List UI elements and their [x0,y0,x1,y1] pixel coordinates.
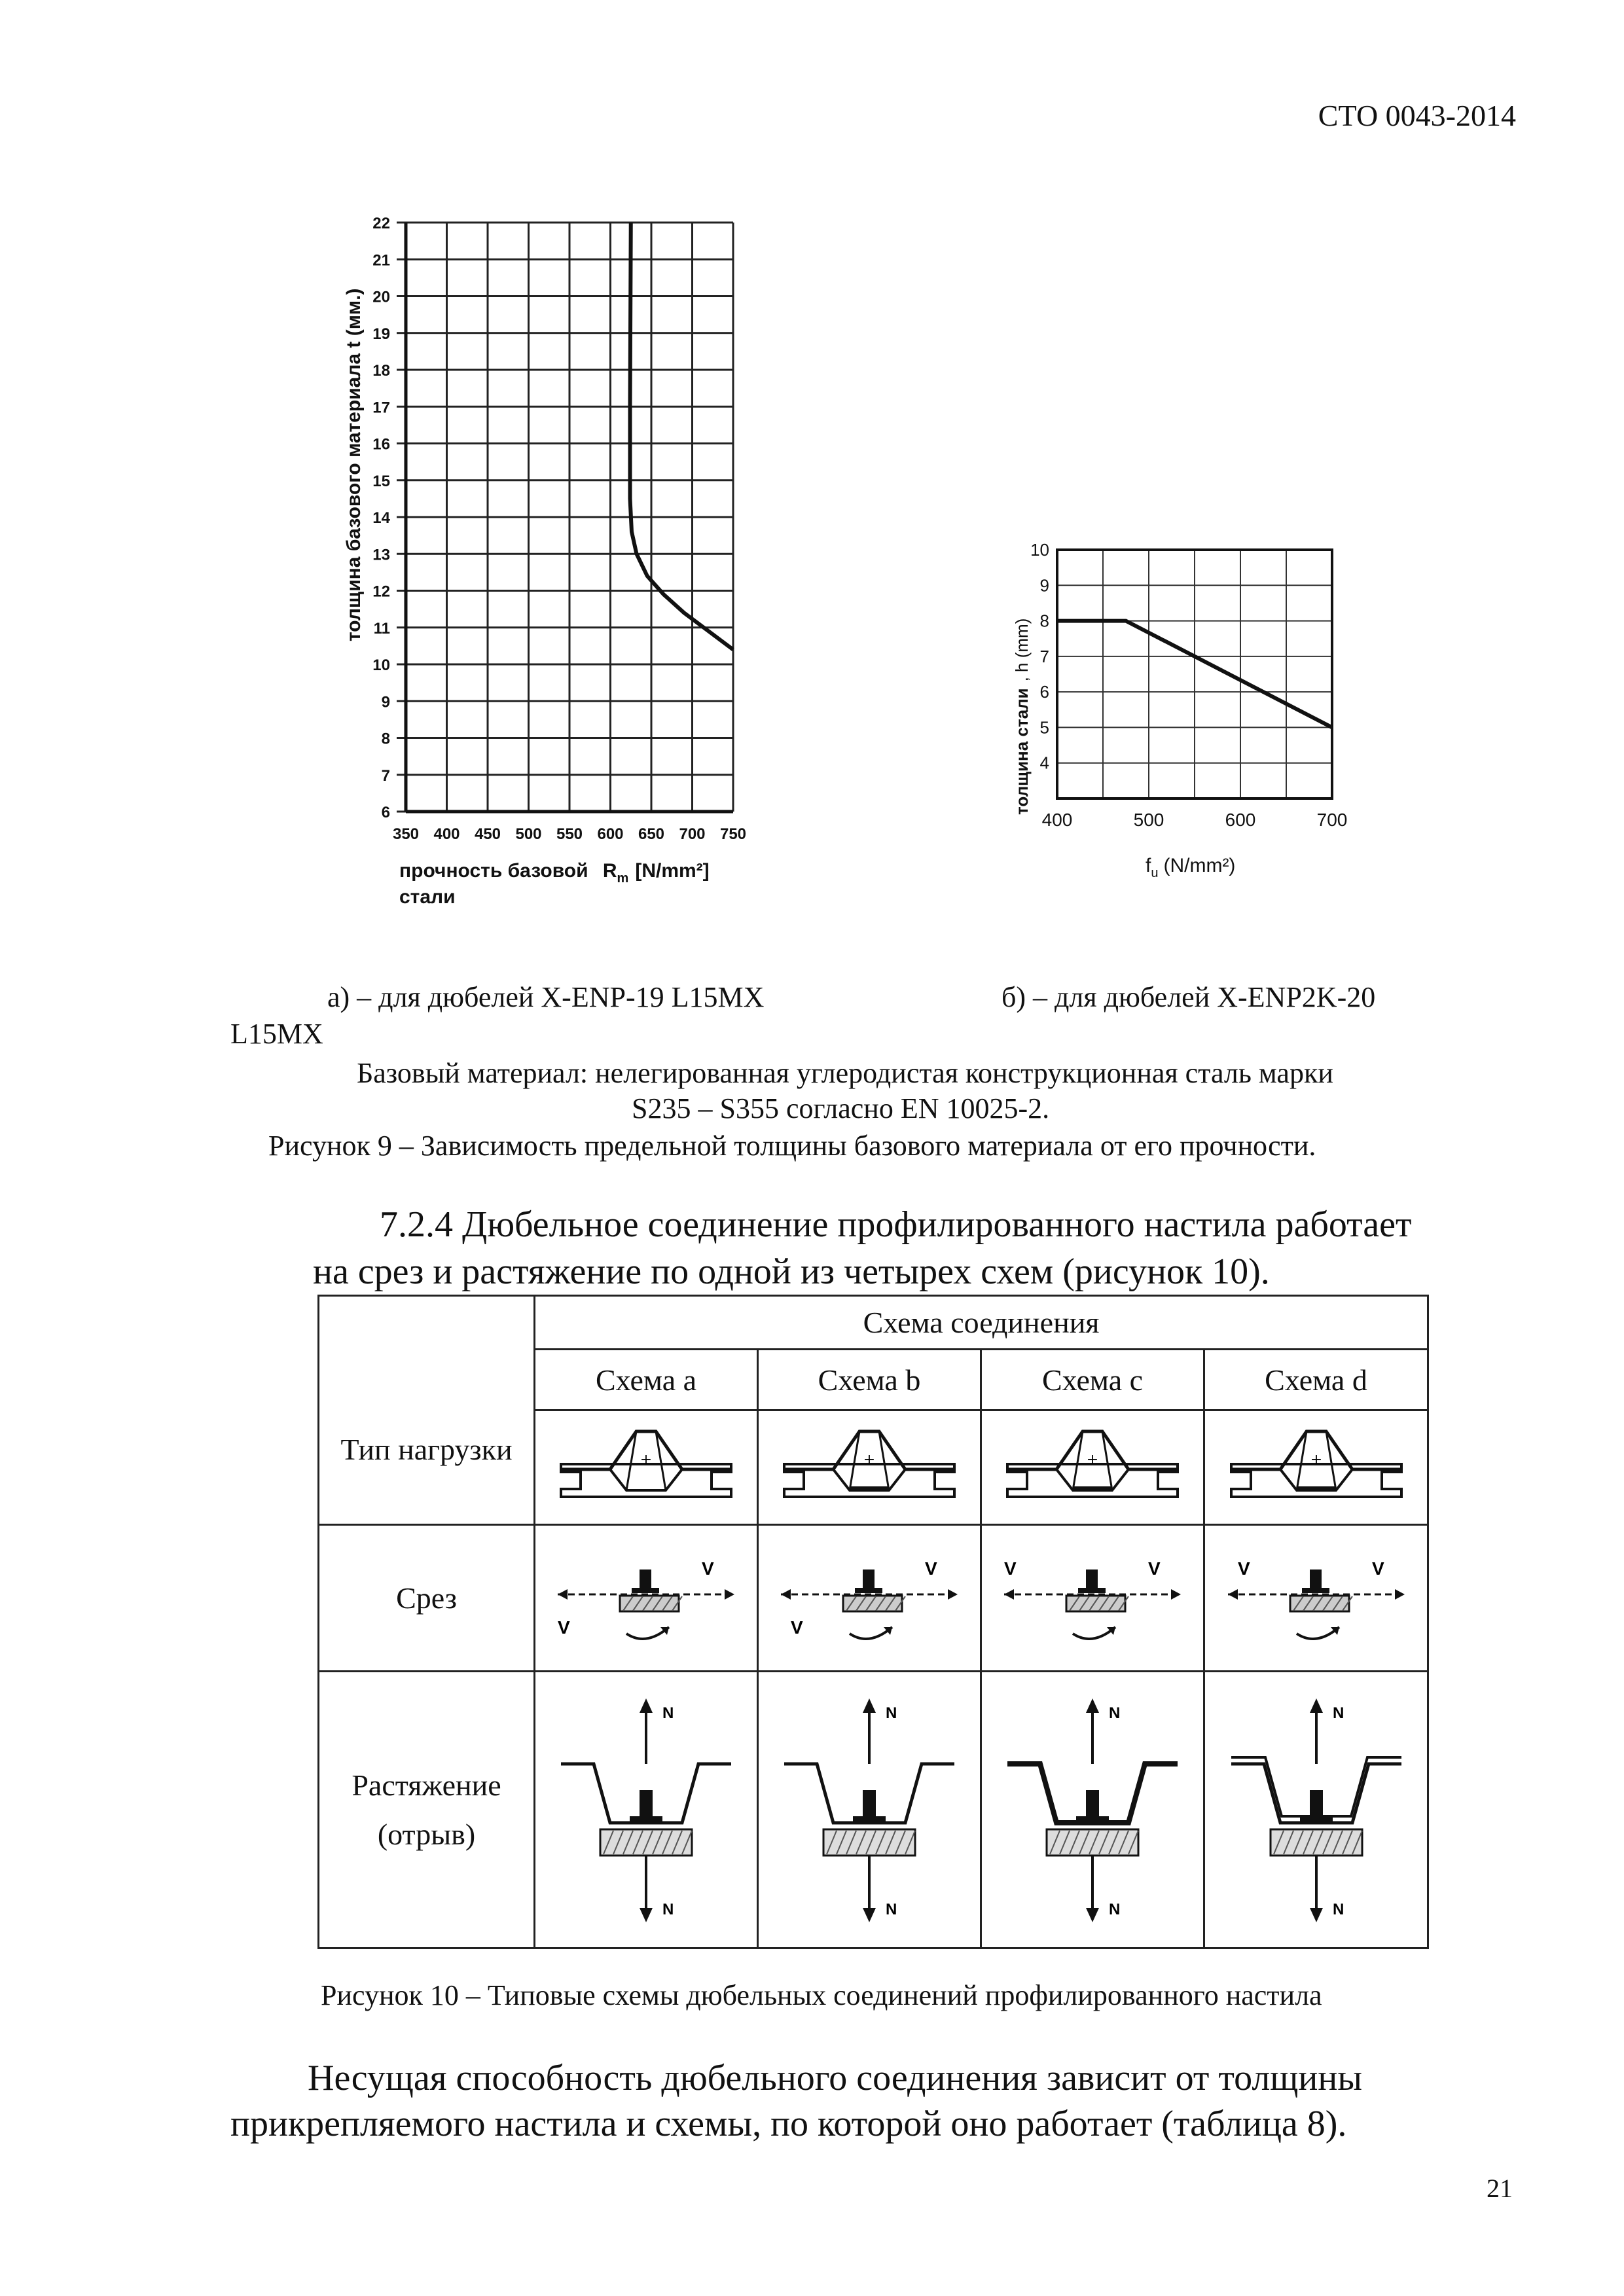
svg-text:+: + [1310,1452,1322,1469]
chart-b-xtick-label: 500 [1133,810,1164,830]
chart-a-ytick-label: 20 [372,288,390,306]
paragraph-capacity-line2: прикрепляемого настила и схемы, по которой оно работает (таблица 8). [230,2104,1347,2144]
scheme-group-header: Схема соединения [535,1296,1428,1350]
chart-a-xlabel-line2: стали [399,886,456,908]
load-type-header [319,1296,535,1525]
svg-text:V: V [1237,1558,1250,1579]
chart-b-ylabel-main: толщина стали [1012,688,1032,815]
scheme-a-deck-image [535,1410,758,1524]
chart-a-xtick-label: 350 [392,825,420,843]
paragraph-724-line2: на срез и растяжение по одной из четырех схем (рисунок 10). [313,1251,1270,1292]
chart-a-xtick-label: 450 [474,825,501,843]
chart-a [340,209,812,916]
chart-a-ytick-label: 18 [372,362,390,380]
chart-b-ylabel-unit: , h (mm) [1012,618,1032,682]
scheme-b-tension-image [758,1672,981,1948]
caption-a: а) – для дюбелей X-ENP-19 L15MX [327,981,765,1013]
connection-schemes-table [317,1295,1429,1949]
chart-b-ytick-label: 5 [1039,717,1049,738]
svg-text:fu(N/mm²) [1146,855,1235,880]
svg-text:N: N [1332,1704,1344,1723]
svg-text:N: N [886,1901,897,1919]
chart-b-ytick-label: 4 [1039,753,1049,773]
svg-text:V: V [558,1617,570,1638]
caption-base-material: Базовый материал: нелегированная углеродистая конструкционная сталь марки [357,1057,1333,1089]
scheme-c-shear-image [981,1524,1204,1671]
chart-a-xtick-label: 650 [638,825,665,843]
pullout-label: (отрыв) [377,1818,476,1852]
svg-text:+: + [863,1452,876,1469]
chart-b-xlabel-unit: (N/mm²) [1163,855,1236,876]
svg-text:V: V [925,1558,937,1579]
tension-label: Растяжение [352,1768,501,1803]
chart-a-xtick-label: 500 [515,825,542,843]
chart-b-xlabel-symbol: f [1146,855,1151,876]
scheme-c-deck-image [981,1410,1204,1524]
svg-text:N: N [886,1704,897,1723]
chart-b-xtick-label: 700 [1316,810,1348,830]
scheme-a-tension-image [535,1672,758,1948]
chart-b-ytick-label: 7 [1039,646,1049,666]
chart-b-ytick-label: 9 [1039,575,1049,596]
caption-b-continued: L15MX [230,1018,323,1050]
paragraph-724-line1: 7.2.4 Дюбельное соединение профилированного настила работает [380,1204,1412,1245]
scheme-c-tension-image [981,1672,1204,1948]
chart-a-ytick-label: 22 [372,215,390,232]
chart-a-ytick-label: 8 [381,730,390,748]
chart-b-grid [1057,550,1332,798]
chart-a-ytick-label: 12 [372,583,390,601]
scheme-d-deck-image [1204,1410,1428,1524]
load-type-label: Тип нагрузки [340,1432,513,1466]
chart-a-xtick-label: 750 [719,825,747,843]
chart-b-ytick-label: 10 [1030,540,1049,560]
scheme-b-shear-image [758,1524,981,1671]
svg-text:N: N [1332,1901,1344,1919]
scheme-d-header: Схема d [1204,1350,1428,1410]
chart-a-curve [630,223,734,650]
svg-text:N: N [662,1901,674,1919]
chart-a-grid [397,223,733,812]
svg-text:V: V [1148,1558,1161,1579]
chart-a-ytick-label: 13 [372,546,390,564]
chart-a-xtick-label: 600 [597,825,624,843]
svg-text:V: V [702,1558,714,1579]
figure-10-caption: Рисунок 10 – Типовые схемы дюбельных соединений профилированного настила [321,1979,1322,2011]
svg-text:толщина стали, h (mm) [1012,619,1032,815]
figure-9-caption: Рисунок 9 – Зависимость предельной толщины базового материала от его прочности. [268,1130,1316,1162]
chart-a-ylabel: толщина базового материала t (мм.) [343,288,365,641]
scheme-d-tension-image [1204,1672,1428,1948]
chart-b-ytick-label: 8 [1039,611,1049,631]
scheme-b-header: Схема b [758,1350,981,1410]
chart-a-xlabel-line1: прочность базовой [399,860,588,882]
document-code: СТО 0043-2014 [1318,99,1516,132]
chart-a-xlabel-sub: m [617,871,629,886]
chart-b-xlabel-sub: u [1151,866,1159,880]
caption-steel-grade: S235 – S355 согласно EN 10025-2. [632,1092,1050,1124]
scheme-b-deck-image [758,1410,981,1524]
chart-a-ytick-label: 10 [372,656,390,674]
chart-a-xtick-label: 550 [556,825,583,843]
chart-b-xtick-label: 400 [1041,810,1073,830]
scheme-a-shear-image [535,1524,758,1671]
svg-text:N: N [1109,1704,1121,1723]
svg-text:V: V [1004,1558,1017,1579]
chart-b-ticks [1030,540,1347,830]
scheme-a-header: Схема а [535,1350,758,1410]
chart-a-ytick-label: 19 [372,325,390,343]
caption-b: б) – для дюбелей X-ENP2K-20 [1001,981,1376,1013]
chart-a-xlabel-unit: [N/mm²] [635,860,710,882]
scheme-c-header: Схема с [981,1350,1204,1410]
chart-a-ytick-label: 7 [381,766,390,785]
chart-a-ytick-label: 17 [372,399,390,417]
tension-row-label [319,1672,535,1948]
svg-text:+: + [640,1452,653,1469]
paragraph-capacity-line1: Несущая способность дюбельного соединения зависит от толщины [308,2058,1362,2098]
svg-text:N: N [1109,1901,1121,1919]
chart-a-xtick-label: 400 [433,825,460,843]
chart-a-xtick-label: 700 [679,825,706,843]
svg-text:V: V [791,1617,803,1638]
chart-a-xlabel-symbol: R [602,860,617,882]
chart-a-ytick-label: 11 [373,619,390,637]
svg-text:прочность базовой Rm[N/mm² [399,860,710,886]
svg-text:V: V [1371,1558,1384,1579]
chart-b [1001,524,1368,890]
chart-a-ytick-label: 21 [372,251,390,270]
chart-b-ytick-label: 6 [1039,682,1049,702]
chart-a-ytick-label: 9 [381,693,390,711]
svg-text:+: + [1086,1452,1099,1469]
chart-a-ytick-label: 16 [372,435,390,454]
chart-a-ticks [372,215,746,843]
chart-a-ytick-label: 14 [372,509,390,527]
chart-a-ytick-label: 15 [372,472,390,490]
chart-a-ytick-label: 6 [381,804,390,821]
scheme-d-shear-image [1204,1524,1428,1671]
svg-text:N: N [662,1704,674,1723]
chart-b-xtick-label: 600 [1225,810,1256,830]
page-number: 21 [1487,2174,1513,2203]
shear-row-label: Срез [319,1524,535,1671]
